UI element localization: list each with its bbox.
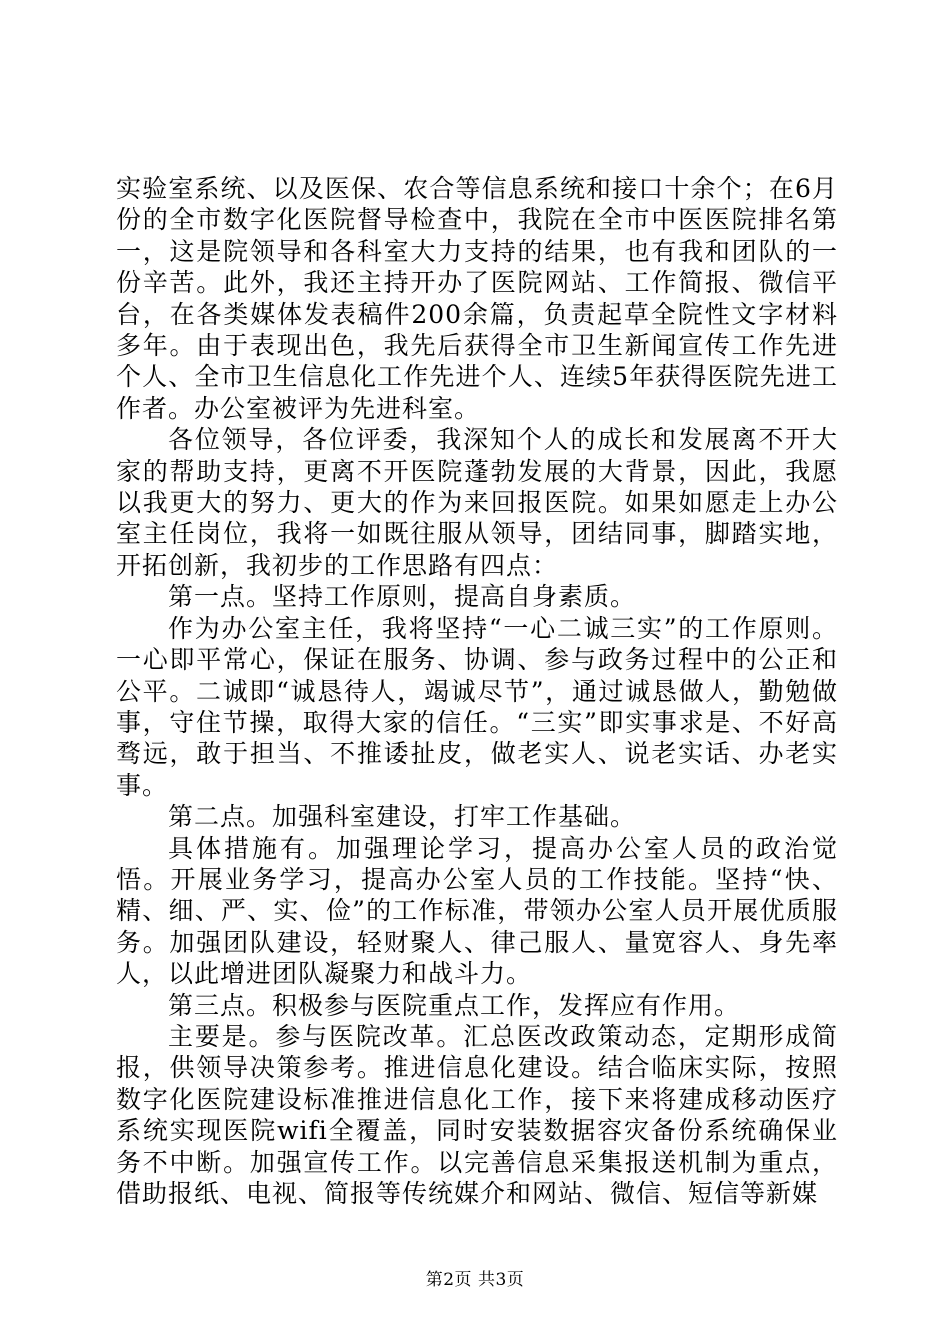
paragraph-1: 实验室系统、以及医保、农合等信息系统和接口十余个；在6月份的全市数字化医院督导检查中，我院在全市中医医院排名第一，这是院领导和各科室大力支持的结果，也有我和团队的一份辛苦。此外，我还主持开办了医院网站、工作简报、微信平台，在各类媒体发表稿件200余篇，负责起草全院性文字材料多年。由于表现出色，我先后获得全市卫生新闻宣传工作先进个人、全市卫生信息化工作先进个人、连续5年获得医院先进工作者。办公室被评为先进科室。 xyxy=(116,174,838,423)
paragraph-5-heading: 第二点。加强科室建设，打牢工作基础。 xyxy=(168,802,637,832)
paragraph-6: 具体措施有。加强理论学习，提高办公室人员的政治觉悟。开展业务学习，提高办公室人员的工作技能。坚持“快、精、细、严、实、俭”的工作标准，带领办公室人员开展优质服务。加强团队建设，轻财聚人、律己服人、量宽容人、身先率人，以此增进团队凝聚力和战斗力。 xyxy=(116,833,838,989)
paragraph-4: 作为办公室主任，我将坚持“一心二诚三实”的工作原则。一心即平常心，保证在服务、协调、参与政务过程中的公正和公平。二诚即“诚恳待人，竭诚尽节”，通过诚恳做人，勤勉做事，守住节操，取得大家的信任。“三实”即实事求是、不好高骛远，敢于担当、不推诿扯皮，做老实人、说老实话、办老实事。 xyxy=(116,613,838,800)
paragraph-2: 各位领导，各位评委，我深知个人的成长和发展离不开大家的帮助支持，更离不开医院蓬勃发展的大背景，因此，我愿以我更大的努力、更大的作为来回报医院。如果如愿走上办公室主任岗位，我将一如既往服从领导，团结同事，脚踏实地，开拓创新，我初步的工作思路有四点： xyxy=(116,425,838,580)
paragraph-3-heading: 第一点。坚持工作原则，提高自身素质。 xyxy=(168,582,637,612)
document-body xyxy=(116,173,838,1209)
page-number-label: 第2页 共3页 xyxy=(425,1270,525,1290)
paragraph-8: 主要是。参与医院改革。汇总医改政策动态，定期形成简报，供领导决策参考。推进信息化建设。结合临床实际，按照数字化医院建设标准推进信息化工作，接下来将建成移动医疗系统实现医院wifi全覆盖，同时安装数据容灾备份系统确保业务不中断。加强宣传工作。以完善信息采集报送机制为重点，借助报纸、电视、简报等传统媒介和网站、微信、短信等新媒 xyxy=(116,1021,838,1208)
paragraph-7-heading: 第三点。积极参与医院重点工作，发挥应有作用。 xyxy=(168,990,741,1020)
page-footer xyxy=(0,1270,950,1290)
